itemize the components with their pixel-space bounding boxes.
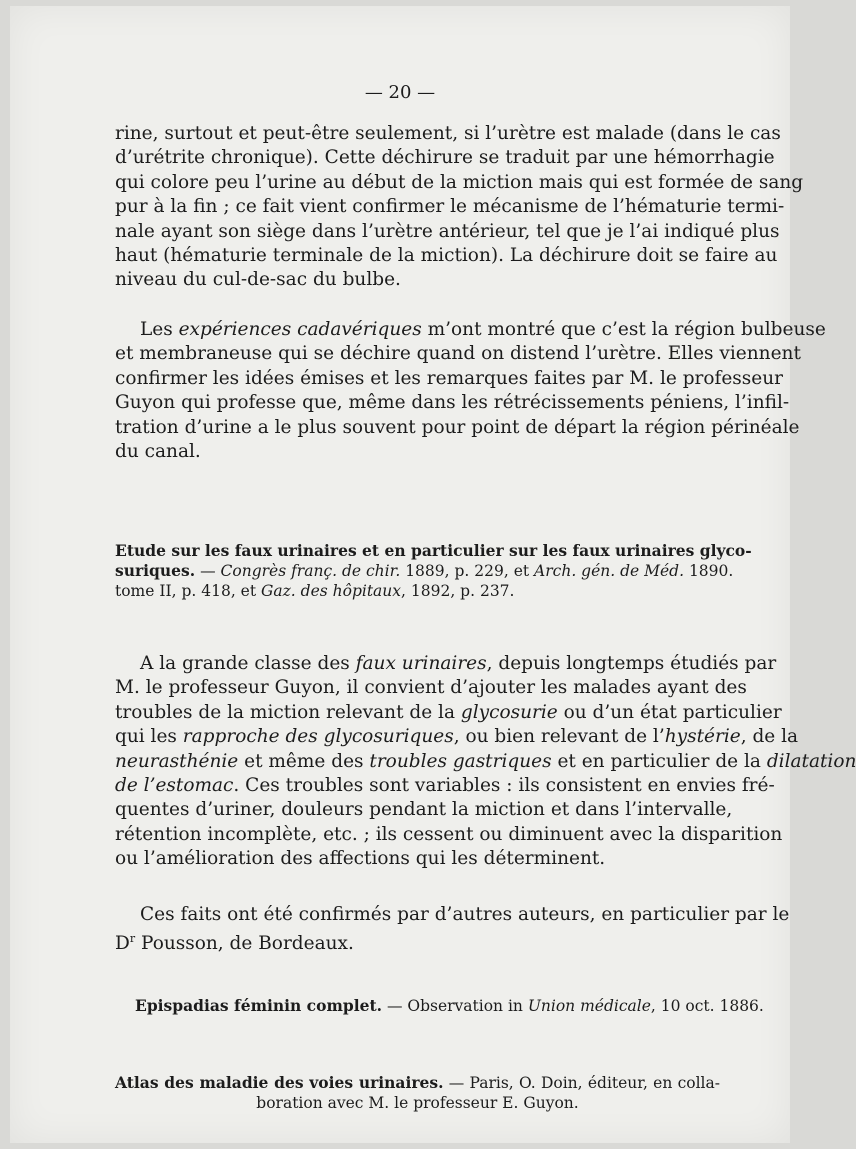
reference-1 [115,541,752,601]
paragraph-4 [115,903,790,957]
paragraph-4-text [115,903,790,957]
text-line: neurasthénie et même des troubles gastriques et en particulier de la dilatation [115,750,856,772]
reference-3 [115,1073,720,1113]
paragraph-2 [115,318,826,464]
paragraph-2-text [115,318,826,464]
text-line: boration avec M. le professeur E. Guyon. [256,1094,579,1112]
reference-2 [115,996,764,1016]
text-line: tration d’urine a le plus souvent pour point de départ la région périnéale [115,416,800,438]
text-line: Les expériences cadavériques m’ont montré que c’est la région bulbeuse [140,319,826,340]
text-line: du canal. [115,441,201,463]
paragraph-1-text [115,122,804,293]
text-line: $D^r$ Pousson, de Bordeaux. [115,932,354,955]
text-line: quentes d’uriner, douleurs pendant la miction et dans l’intervalle, [115,799,733,821]
paragraph-1 [115,122,804,293]
text-line: ou l’amélioration des affections qui les déterminent. [115,848,606,870]
reference-1-text [115,541,752,601]
text-line: pur à la fin ; ce fait vient confirmer le mécanisme de l’hématurie termi- [115,196,785,218]
text-line: et membraneuse qui se déchire quand on distend l’urètre. Elles viennent [115,343,801,365]
text-line: niveau du cul-de-sac du bulbe. [115,269,401,291]
text-line: Epispadias féminin complet. — Observation in Union médicale, 10 oct. 1886. [135,996,764,1015]
paragraph-3-text [115,652,856,872]
text-line: tome II, p. 418, et Gaz. des hôpitaux, 1892, p. 237. [115,582,515,600]
text-line: A la grande classe des faux urinaires, depuis longtemps étudiés par [140,653,777,674]
text-line: suriques. — Congrès franç. de chir. 1889, p. 229, et Arch. gén. de Méd. 1890. [115,561,734,580]
book-page [10,6,856,1143]
reference-title: Epispadias féminin complet. [135,996,383,1015]
text-line: troubles de la miction relevant de la glycosurie ou d’un état particulier [115,701,782,723]
text-line: de l’estomac. Ces troubles sont variables : ils consistent en envies fré- [115,775,775,797]
text-line: haut (hématurie terminale de la miction). La déchirure doit se faire au [115,245,778,267]
reference-2-text [115,996,764,1016]
reference-title: Atlas des maladie des voies urinaires. [115,1073,444,1092]
text-line: rine, surtout et peut-être seulement, si l’urètre est malade (dans le cas [115,123,781,144]
text-line: Atlas des maladie des voies urinaires. — Paris, O. Doin, éditeur, en colla- [115,1073,720,1092]
paragraph-3 [115,652,856,872]
text-line: Guyon qui professe que, même dans les rétrécissements péniens, l’infil- [115,392,790,414]
text-line: Ces faits ont été confirmés par d’autres auteurs, en particulier par le [140,904,790,925]
reference-3-text [115,1073,720,1113]
text-line: d’urétrite chronique). Cette déchirure se traduit par une hémorrhagie [115,147,775,169]
italic-text: expériences cadavériques [178,319,422,340]
text-line: rétention incomplète, etc. ; ils cessent ou diminuent avec la disparition [115,823,783,845]
text-line: qui colore peu l’urine au début de la miction mais qui est formée de sang [115,171,804,193]
text-line: confirmer les idées émises et les remarques faites par M. le professeur [115,367,784,389]
text-line: nale ayant son siège dans l’urètre antérieur, tel que je l’ai indiqué plus [115,220,780,242]
page-number: — 20 — [364,82,436,103]
text-line: M. le professeur Guyon, il convient d’ajouter les malades ayant des [115,677,747,699]
text-line: qui les rapproche des glycosuriques, ou bien relevant de l’hystérie, de la [115,726,799,748]
reference-title: Etude sur les faux urinaires et en particulier sur les faux urinaires glyco- [115,541,752,560]
